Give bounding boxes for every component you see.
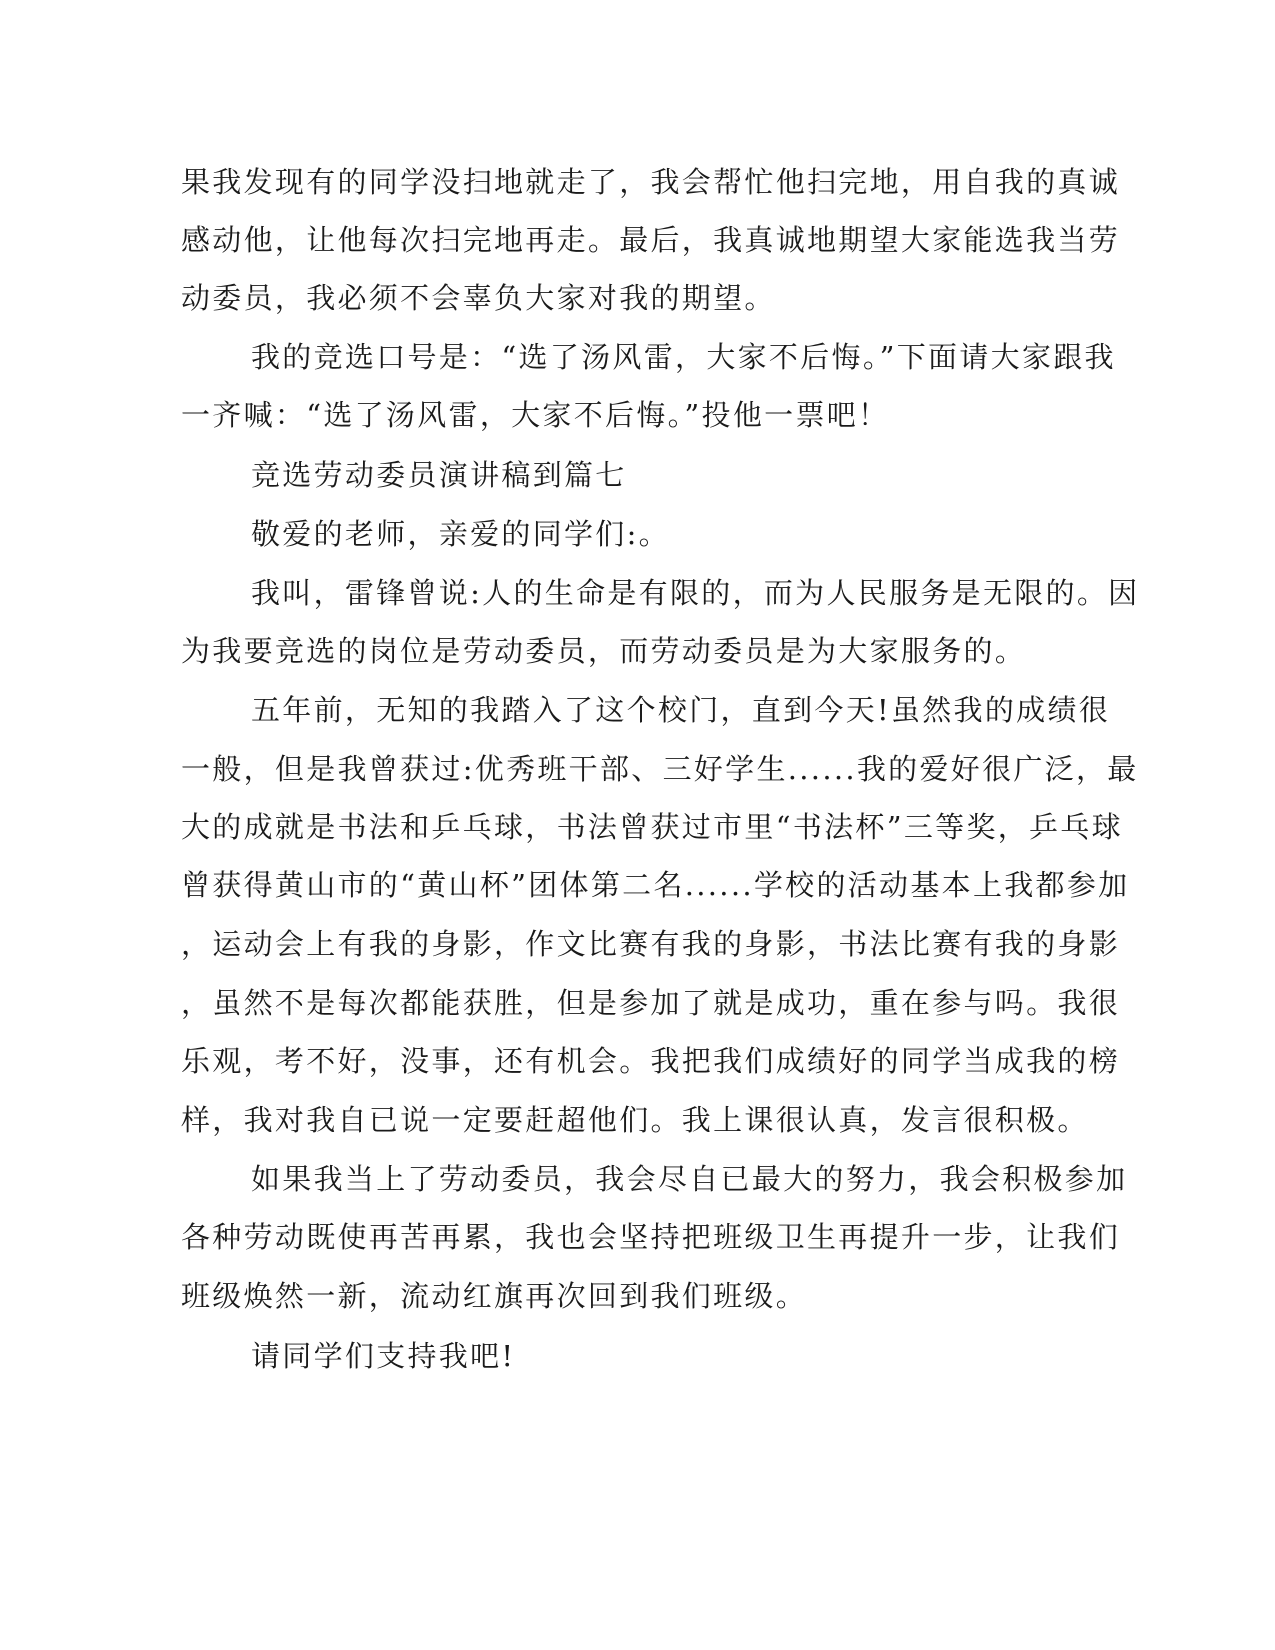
text-line-content: 我叫，雷锋曾说:人的生命是有限的，而为人民服务是无限的。因 xyxy=(251,576,1140,610)
text-line xyxy=(0,152,1275,212)
text-line-content: 一般，但是我曾获过:优秀班干部、三好学生......我的爱好很广泛，最 xyxy=(181,752,1139,786)
text-line xyxy=(0,563,1275,623)
text-line-content: 一齐喊：“选了汤风雷，大家不后悔。”投他一票吧！ xyxy=(181,398,890,432)
text-line-content: 五年前，无知的我踏入了这个校门，直到今天!虽然我的成绩很 xyxy=(251,693,1111,727)
text-line-content: 大的成就是书法和乒乓球，书法曾获过市里“书法杯”三等奖，乒乓球 xyxy=(181,810,1123,844)
text-line xyxy=(0,914,1275,974)
text-line-content: 如果我当上了劳动委员，我会尽自已最大的努力，我会积极参加 xyxy=(251,1162,1128,1196)
text-line xyxy=(0,797,1275,857)
text-line-content: ，运动会上有我的身影，作文比赛有我的身影，书法比赛有我的身影 xyxy=(181,927,1121,961)
text-line xyxy=(0,973,1275,1033)
text-line-content: 曾获得黄山市的“黄山杯”团体第二名......学校的活动基本上我都参加 xyxy=(181,868,1130,902)
section-heading xyxy=(0,445,1275,505)
text-line xyxy=(0,1207,1275,1267)
salutation-text: 敬爱的老师，亲爱的同学们:。 xyxy=(251,517,670,551)
text-line-content: 乐观，考不好，没事，还有机会。我把我们成绩好的同学当成我的榜 xyxy=(181,1044,1121,1078)
text-line xyxy=(0,1149,1275,1209)
text-line xyxy=(0,739,1275,799)
text-line-content: 动委员，我必须不会辜负大家对我的期望。 xyxy=(181,281,776,315)
section-heading-text: 竞选劳动委员演讲稿到篇七 xyxy=(251,458,627,492)
text-line-content: ，虽然不是每次都能获胜，但是参加了就是成功，重在参与吗。我很 xyxy=(181,986,1121,1020)
text-line xyxy=(0,1090,1275,1150)
text-line-content: 班级焕然一新，流动红旗再次回到我们班级。 xyxy=(181,1279,808,1313)
text-line xyxy=(0,1266,1275,1326)
text-line-content: 样，我对我自已说一定要赶超他们。我上课很认真，发言很积极。 xyxy=(181,1103,1089,1137)
text-line xyxy=(0,855,1275,915)
text-line-content: 果我发现有的同学没扫地就走了，我会帮忙他扫完地，用自我的真诚 xyxy=(181,165,1121,199)
text-line-content: 感动他，让他每次扫完地再走。最后，我真诚地期望大家能选我当劳 xyxy=(181,223,1121,257)
text-line xyxy=(0,327,1275,387)
text-line-content: 为我要竞选的岗位是劳动委员，而劳动委员是为大家服务的。 xyxy=(181,634,1027,668)
text-line xyxy=(0,1326,1275,1386)
text-line xyxy=(0,621,1275,681)
text-line-content: 各种劳动既使再苦再累，我也会坚持把班级卫生再提升一步，让我们 xyxy=(181,1220,1121,1254)
text-line xyxy=(0,1031,1275,1091)
text-line xyxy=(0,680,1275,740)
text-line xyxy=(0,268,1275,328)
text-line xyxy=(0,210,1275,270)
salutation xyxy=(0,504,1275,564)
text-line-content: 我的竞选口号是：“选了汤风雷，大家不后悔。”下面请大家跟我 xyxy=(251,340,1116,374)
text-line xyxy=(0,385,1275,445)
text-line-content: 请同学们支持我吧! xyxy=(251,1339,516,1373)
